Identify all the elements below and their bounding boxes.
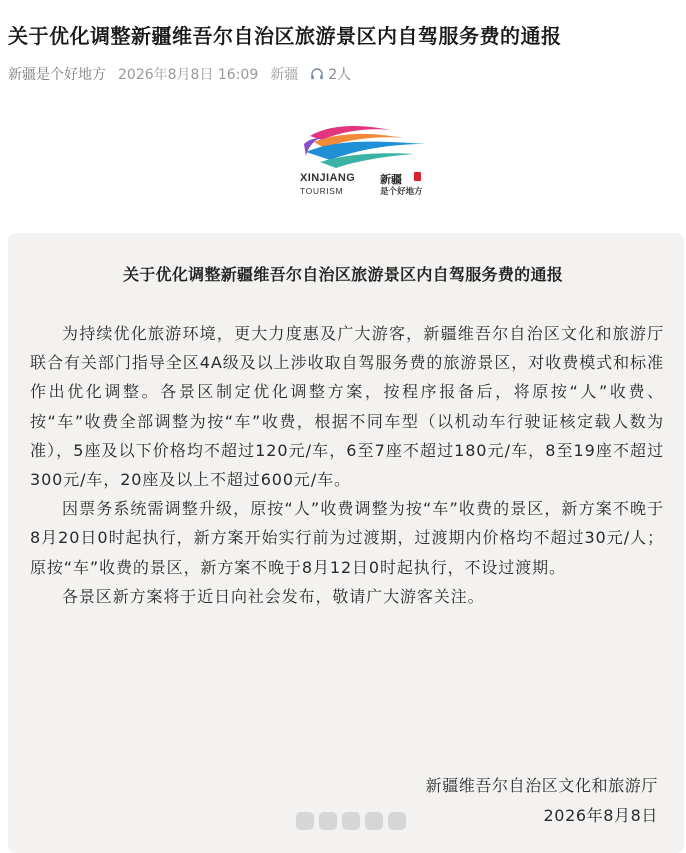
signature-date: 2026年8月8日 [543, 806, 658, 825]
listener-count: 2人 [328, 67, 352, 83]
signature-org: 新疆维吾尔自治区文化和旅游厅 [425, 776, 658, 795]
notice-signature-block [426, 771, 658, 831]
logo-text-en: XINJIANG [300, 172, 356, 184]
article-title: 关于优化调整新疆维吾尔自治区旅游景区内自驾服务费的通报 [8, 24, 562, 48]
notice-title: 关于优化调整新疆维吾尔自治区旅游景区内自驾服务费的通报 [122, 265, 564, 284]
xinjiang-tourism-logo [300, 122, 432, 198]
watermark [296, 812, 411, 830]
notice-paragraph: 为持续优化旅游环境，更大力度惠及广大游客，新疆维吾尔自治区文化和旅游厅联合有关部门指导全区4A级及以上涉收取自驾服务费的旅游景区，对收费模式和标准作出优化调整。各景区制定优化调整方案，按程序报备后，将原按“人”收费、按“车”收费全部调整为按“车”收费，根据不同车型（以机动车行驶证核定载人数为准），5座及以下价格均不超过120元/车，6至7座不超过180元/车，8至19座不超过300元/车，20座及以上不超过600元/车。 [30, 324, 664, 490]
listen-button[interactable] [310, 64, 351, 84]
logo-slogan: 是个好地方 [380, 187, 423, 197]
logo-text-cn: 新疆 [380, 173, 402, 186]
logo-mark-icon [300, 122, 432, 170]
article-meta [8, 64, 351, 84]
notice-paragraph: 各景区新方案将于近日向社会发布，敬请广大游客关注。 [62, 586, 485, 606]
author-link[interactable]: 新疆是个好地方 [8, 67, 106, 83]
publish-time: 2026年8月8日 16:09 [118, 67, 259, 83]
logo-seal [414, 172, 421, 181]
notice-paragraph: 因票务系统需调整升级，原按“人”收费调整为按“车”收费的景区，新方案不晚于8月20日0时起执行，新方案开始实行前为过渡期，过渡期内价格均不超过30元/人；原按“车”收费的景区，新方案不晚于8月12日0时起执行，不设过渡期。 [30, 499, 664, 577]
publish-location: 新疆 [270, 67, 299, 83]
headphones-icon [310, 67, 324, 81]
logo-text-en2: TOURISM [300, 186, 344, 196]
notice-body [30, 319, 664, 611]
